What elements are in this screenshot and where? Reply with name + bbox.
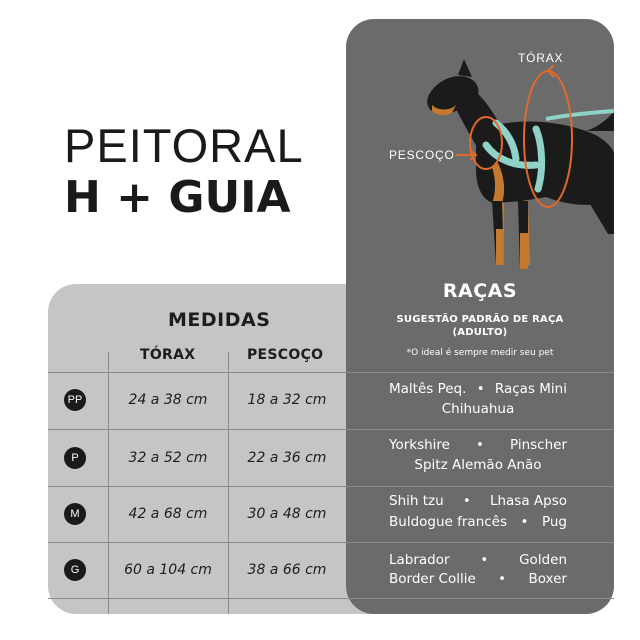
- breed-separator: •: [498, 572, 506, 587]
- breed-name: Chihuahua: [441, 401, 515, 417]
- breed-name: Yorkshire: [389, 437, 450, 453]
- neck-value: 30 a 48 cm: [247, 506, 327, 522]
- chest-value: 24 a 38 cm: [128, 392, 208, 408]
- breeds-subtitle: [346, 313, 614, 339]
- breed-name: Golden: [519, 552, 567, 568]
- row-divider: [48, 542, 614, 543]
- dog-harness-illustration: [346, 19, 614, 279]
- breed-name: Labrador: [389, 552, 450, 568]
- chest-label: TÓRAX: [518, 51, 564, 65]
- col-header-neck: PESCOÇO: [247, 347, 324, 363]
- neck-value: 38 a 66 cm: [247, 562, 327, 578]
- breed-name: Raças Mini: [494, 381, 567, 397]
- breed-line: [389, 573, 567, 587]
- neck-value: 18 a 32 cm: [247, 392, 327, 408]
- breeds-subtitle-line-2: (ADULTO): [452, 327, 508, 338]
- neck-value: 22 a 36 cm: [247, 450, 327, 466]
- breed-separator: •: [480, 553, 489, 568]
- breed-name: Border Collie: [389, 571, 476, 587]
- breed-separator: •: [520, 515, 529, 530]
- breed-line: [389, 403, 567, 417]
- breed-line: [389, 554, 567, 568]
- breed-line: [389, 459, 567, 473]
- breeds-subtitle-line-1: SUGESTÃO PADRÃO DE RAÇA: [396, 314, 564, 325]
- title-line-2: H + GUIA: [64, 172, 291, 223]
- breed-line: [389, 495, 567, 509]
- breed-name: Buldogue francês: [389, 514, 508, 530]
- breed-name: Maltês Peq.: [389, 381, 467, 397]
- breed-name: Shih tzu: [389, 493, 444, 509]
- title-line-1: PEITORAL: [64, 119, 304, 172]
- breed-separator: •: [476, 382, 485, 397]
- chest-value: 60 a 104 cm: [124, 562, 212, 578]
- breed-separator: •: [476, 438, 484, 453]
- chest-value: 32 a 52 cm: [128, 450, 208, 466]
- breed-line: [389, 383, 567, 397]
- size-badge: M: [64, 503, 86, 525]
- breeds-title: RAÇAS: [442, 280, 518, 302]
- row-divider: [48, 598, 614, 599]
- breed-name: Boxer: [528, 571, 567, 587]
- breed-line: [389, 439, 567, 453]
- row-divider: [48, 372, 614, 373]
- neck-label: PESCOÇO: [389, 148, 455, 162]
- breed-name: Pinscher: [509, 437, 567, 453]
- row-divider: [48, 429, 614, 430]
- size-badge: P: [64, 447, 86, 469]
- chest-value: 42 a 68 cm: [128, 506, 208, 522]
- breeds-note: *O ideal é sempre medir seu pet: [406, 348, 554, 358]
- breed-name: Lhasa Apso: [489, 493, 567, 509]
- size-badge: G: [64, 559, 86, 581]
- size-badge: PP: [64, 389, 86, 411]
- row-divider: [48, 486, 614, 487]
- breed-separator: •: [462, 494, 471, 509]
- col-header-chest: TÓRAX: [140, 347, 196, 363]
- breed-line: [389, 516, 567, 530]
- breed-name: Spitz Alemão Anão: [414, 457, 542, 473]
- measures-title: MEDIDAS: [168, 309, 271, 331]
- breed-name: Pug: [541, 514, 567, 530]
